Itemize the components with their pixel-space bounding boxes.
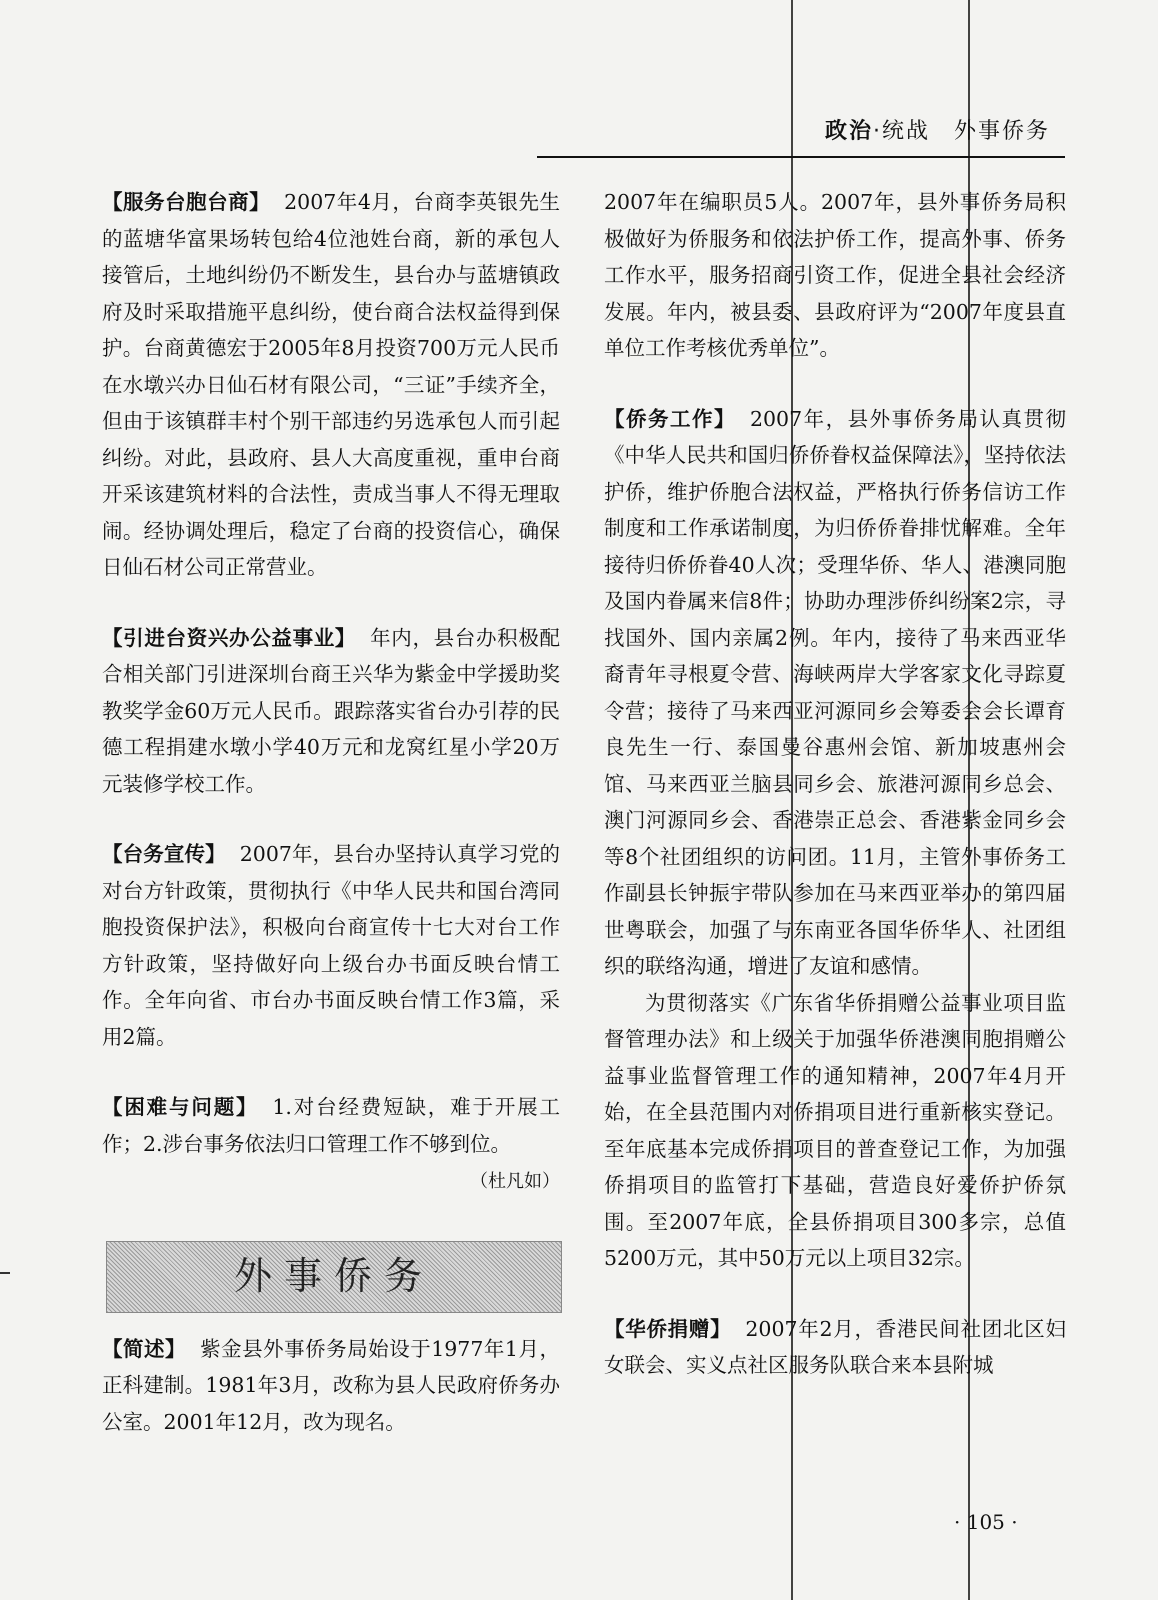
chapter-banner: [106, 1241, 562, 1313]
paragraph-text: 紫金县外事侨务局始设于1977年1月，正科建制。1981年3月，改称为县人民政府侨务办公室。2001年12月，改为现名。: [102, 1336, 560, 1434]
paragraph: 为贯彻落实《广东省华侨捐赠公益事业项目监督管理办法》和上级关于加强华侨港澳同胞捐赠公益事业监督管理工作的通知精神，2007年4月开始，在全县范围内对侨捐项目进行重新核实登记。至年底基本完成侨捐项目的普查登记工作，为加强侨捐项目的监管打下基础，营造良好爱侨护侨氛围。至2007年底，全县侨捐项目300多宗，总值5200万元，其中50万元以上项目32宗。: [604, 990, 1066, 1270]
scan-edge-mark: [0, 1272, 10, 1274]
left-column: [102, 184, 560, 1440]
paragraph: 2007年在编职员5人。2007年，县外事侨务局积极做好为侨服务和依法护侨工作，提高外事、侨务工作水平，服务招商引资工作，促进全县社会经济发展。年内，被县委、县政府评为“2007年度县直单位工作考核优秀单位”。: [604, 190, 1066, 360]
section-heading: 【服务台胞台商】: [102, 190, 271, 214]
chapter-title: 外事侨务: [233, 1254, 434, 1299]
running-header: [825, 114, 1050, 145]
paragraph: [102, 1089, 560, 1162]
right-column: [604, 184, 1066, 1384]
section-heading: 【台务宣传】: [102, 842, 226, 866]
section-heading: 【困难与问题】: [102, 1095, 259, 1119]
paragraph-text: 2007年，县台办坚持认真学习党的对台方针政策，贯彻执行《中华人民共和国台湾同胞投资保护法》，积极向台商宣传十七大对台工作方针政策，坚持做好向上级台办书面反映台情工作。全年向省、市台办书面反映台情工作3篇，采用2篇。: [102, 842, 561, 1049]
page-number: · 105 ·: [954, 1510, 1018, 1534]
section-heading: 【简述】: [102, 1336, 187, 1361]
paragraph-text: 年内，县台办积极配合相关部门引进深圳台商王兴华为紫金中学援助奖教奖学金60万元人民币。跟踪落实省台办引荐的民德工程捐建水墩小学40万元和龙窝红星小学20万元装修学校工作。: [102, 625, 561, 796]
section-heading: 【侨务工作】: [604, 406, 736, 431]
header-section: 政治: [824, 119, 873, 144]
paragraph: [102, 620, 560, 803]
paragraph: [604, 1311, 1066, 1384]
paragraph: [102, 184, 560, 586]
header-subsection: ·统战 外事侨务: [873, 119, 1050, 144]
paragraph-text: 1.对台经费短缺，难于开展工作；2.涉台事务依法归口管理工作不够到位。: [102, 1095, 560, 1156]
paragraph-text: 2007年4月，台商李英银先生的蓝塘华富果场转包给4位池姓台商，新的承包人接管后，土地纠纷仍不断发生，县台办与蓝塘镇政府及时采取措施平息纠纷，使台商合法权益得到保护。台商黄德宏于2005年8月投资700万元人民币在水墩兴办日仙石材有限公司，“三证”手续齐全，但由于该镇群丰村个别干部违约另选承包人而引起纠纷。对此，县政府、县人大高度重视，重申台商开采该建筑材料的合法性，责成当事人不得无理取闹。经协调处理后，稳定了台商的投资信心，确保日仙石材公司正常营业。: [102, 190, 561, 579]
paragraph-text: 2007年，县外事侨务局认真贯彻《中华人民共和国归侨侨眷权益保障法》，坚持依法护侨，维护侨胞合法权益，严格执行侨务信访工作制度和工作承诺制度，为归侨侨眷排忧解难。全年接待归侨侨眷40人次；受理华侨、华人、港澳同胞及国内眷属来信8件；协助办理涉侨纠纷案2宗，寻找国外、国内亲属2例。年内，接待了马来西亚华裔青年寻根夏令营、海峡两岸大学客家文化寻踪夏令营；接待了马来西亚河源同乡会筹委会会长谭育良先生一行、泰国曼谷惠州会馆、新加坡惠州会馆、马来西亚兰脑县同乡会、旅港河源同乡总会、澳门河源同乡会、香港崇正总会、香港紫金同乡会等8个社团组织的访问团。11月，主管外事侨务工作副县长钟振宇带队参加在马来西亚举办的第四届世粤联会，加强了与东南亚各国华侨华人、社团组织的联络沟通，增进了友谊和感情。: [604, 406, 1067, 978]
paragraph: [604, 401, 1066, 985]
section-heading: 【引进台资兴办公益事业】: [102, 625, 357, 650]
section-heading: 【华侨捐赠】: [604, 1316, 732, 1341]
paragraph: [102, 1331, 560, 1441]
paragraph: [102, 836, 560, 1055]
paragraph-text: 2007年2月，香港民间社团北区妇女联会、实义点社区服务队联合来本县附城: [604, 1316, 1067, 1377]
header-rule: [537, 156, 1065, 158]
author-signature: （杜凡如）: [470, 1171, 560, 1192]
